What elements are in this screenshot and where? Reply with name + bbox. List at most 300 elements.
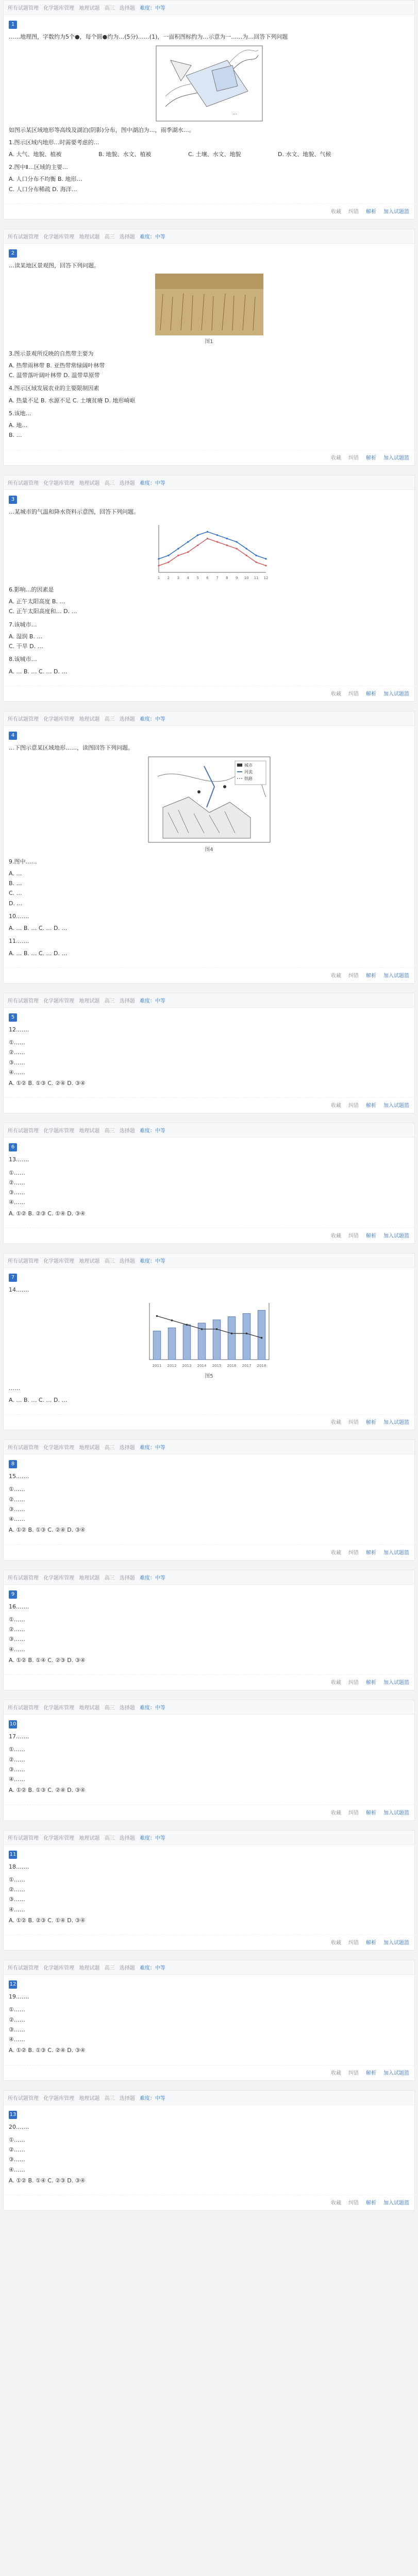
option[interactable]: B. 地貌、水文、植被 [98, 150, 152, 158]
statement: ④…… [9, 1646, 25, 1653]
legend-label: 铁路 [244, 776, 253, 781]
option[interactable]: A. ①② B. ①④ C. ②③ D. ③④ [9, 1656, 86, 1664]
options [9, 923, 409, 933]
statement: ①…… [9, 1169, 25, 1176]
meta-item[interactable]: 所有试题管理 [8, 234, 39, 240]
meta-item[interactable]: 难度：中等 [139, 2095, 165, 2102]
option[interactable]: A. … B. … C. … D. … [9, 925, 68, 931]
meta-item[interactable]: 高三 [104, 1965, 115, 1971]
correct-button[interactable]: 纠错 [348, 2070, 359, 2076]
meta-item[interactable]: 选择题 [119, 716, 135, 722]
data-point [187, 541, 189, 543]
question-number: 10 [9, 1720, 17, 1728]
tick-label: 4 [186, 575, 189, 580]
correct-button[interactable]: 纠错 [348, 1103, 359, 1109]
regional-map [147, 756, 271, 843]
analysis-button[interactable]: 解析 [366, 1680, 376, 1686]
option[interactable]: D. 水文、地貌、气候 [278, 150, 331, 158]
meta-bar [4, 1, 414, 15]
meta-item[interactable]: 选择题 [119, 1965, 135, 1971]
statement: ③…… [9, 1189, 25, 1196]
meta-item[interactable]: 难度：中等 [139, 1705, 165, 1711]
statement: ①…… [9, 2006, 25, 2013]
add-to-basket-button[interactable]: 加入试题篮 [383, 1550, 409, 1556]
meta-item[interactable]: 地理试题 [79, 6, 100, 11]
meta-item[interactable]: 地理试题 [79, 1258, 100, 1264]
data-point [158, 565, 159, 566]
sub-question: 9.图中…… [9, 858, 37, 865]
question-number: 2 [9, 249, 17, 258]
statement: ②…… [9, 1886, 25, 1893]
data-point [187, 551, 189, 553]
correct-button[interactable]: 纠错 [348, 2200, 359, 2206]
bar [153, 1331, 161, 1360]
options [9, 667, 409, 676]
correct-button[interactable]: 纠错 [348, 1420, 359, 1426]
correct-button[interactable]: 纠错 [348, 1550, 359, 1556]
legend-label: 河流 [244, 770, 253, 774]
sub-question: 7.该城市… [9, 621, 37, 628]
bar [228, 1317, 236, 1360]
statement: ③…… [9, 1636, 25, 1643]
meta-item[interactable]: 难度：中等 [139, 716, 165, 722]
question-card [3, 1570, 415, 1691]
question-paragraph: 如图示某区域地形等高线及湖泊(阴影)分布，图中湖泊为…，雨季湖水…。 [9, 127, 195, 134]
meta-item[interactable]: 地理试题 [79, 1835, 100, 1841]
meta-item[interactable]: 所有试题管理 [8, 998, 39, 1004]
meta-item[interactable]: 选择题 [119, 1258, 135, 1264]
option[interactable]: A. ①② B. ①④ C. ②③ D. ③④ [9, 2177, 86, 2184]
tick-label: 2015 [212, 1364, 221, 1368]
meta-item[interactable]: 选择题 [119, 1835, 135, 1841]
bar [213, 1320, 221, 1360]
meta-bar [4, 1253, 414, 1268]
data-point [265, 558, 266, 560]
sub-question: 10.…… [9, 912, 29, 920]
meta-item[interactable]: 化学题库管理 [43, 6, 75, 11]
question-card [3, 0, 415, 219]
meta-item[interactable]: 选择题 [119, 1705, 135, 1711]
option[interactable]: A. ①② B. ①③ C. ②④ D. ③④ [9, 2047, 86, 2054]
correct-button[interactable]: 纠错 [348, 1680, 359, 1686]
options [9, 1078, 409, 1088]
meta-bar [4, 1700, 414, 1715]
bar [243, 1314, 250, 1360]
data-point [255, 561, 257, 563]
figure [9, 520, 409, 582]
meta-item[interactable]: 地理试题 [79, 480, 100, 486]
tick-label: 2012 [167, 1364, 176, 1368]
correct-button[interactable]: 纠错 [348, 973, 359, 979]
tick-label: 9 [235, 575, 238, 580]
correct-button[interactable]: 纠错 [348, 209, 359, 215]
analysis-button[interactable]: 解析 [366, 1810, 376, 1816]
tick-label: 2017 [242, 1364, 251, 1368]
add-to-basket-button[interactable]: 加入试题篮 [383, 1940, 409, 1946]
meta-item[interactable]: 难度：中等 [139, 1128, 165, 1134]
question-number: 11 [9, 1851, 17, 1859]
option[interactable]: A. 热带雨林带 B. 亚热带常绿阔叶林带 [9, 362, 105, 369]
question-card [3, 1700, 415, 1821]
meta-item[interactable]: 选择题 [119, 2095, 135, 2102]
sub-question: 4.图示区域发展农业的主要限制因素 [9, 385, 99, 392]
meta-item[interactable]: 所有试题管理 [8, 1128, 39, 1134]
add-to-basket-button[interactable]: 加入试题篮 [383, 691, 409, 697]
question-number: 7 [9, 1274, 17, 1282]
meta-item[interactable]: 所有试题管理 [8, 716, 39, 722]
meta-item[interactable]: 地理试题 [79, 1965, 100, 1971]
collect-button[interactable]: 收藏 [331, 1680, 341, 1686]
meta-item[interactable]: 难度：中等 [139, 1445, 165, 1451]
option[interactable]: A. 地… [9, 422, 28, 429]
data-point [177, 554, 179, 556]
option[interactable]: A. ①② B. ①③ C. ②④ D. ③④ [9, 1787, 86, 1794]
tick-label: 2016 [227, 1364, 236, 1368]
meta-item[interactable]: 化学题库管理 [43, 2095, 75, 2102]
correct-button[interactable]: 纠错 [348, 691, 359, 697]
question-actions [4, 450, 414, 465]
option[interactable]: A. 大气、地貌、植被 [9, 150, 62, 158]
analysis-button[interactable]: 解析 [366, 1233, 376, 1239]
question-actions [4, 1228, 414, 1243]
meta-item[interactable]: 难度：中等 [139, 1258, 165, 1264]
statement: ④…… [9, 1516, 25, 1522]
data-point [226, 537, 227, 539]
correct-button[interactable]: 纠错 [348, 1233, 359, 1239]
meta-item[interactable]: 难度：中等 [139, 480, 165, 486]
meta-item[interactable]: 高三 [104, 998, 115, 1004]
question-card [3, 475, 415, 702]
meta-item[interactable]: 难度：中等 [139, 1835, 165, 1841]
statement-list [9, 1038, 409, 1077]
collect-button[interactable]: 收藏 [331, 2200, 341, 2206]
meta-item[interactable]: 所有试题管理 [8, 480, 39, 486]
collect-button[interactable]: 收藏 [331, 2070, 341, 2076]
meta-item[interactable]: 化学题库管理 [43, 480, 75, 486]
meta-item[interactable]: 所有试题管理 [8, 1705, 39, 1711]
meta-item[interactable]: 化学题库管理 [43, 1835, 75, 1841]
analysis-button[interactable]: 解析 [366, 691, 376, 697]
option[interactable]: A. ①② B. ①③ C. ②④ D. ③④ [9, 1080, 86, 1087]
tick-label: 2018 [257, 1364, 266, 1368]
data-point [265, 565, 266, 566]
analysis-button[interactable]: 解析 [366, 1940, 376, 1946]
question-number: 12 [9, 1980, 17, 1989]
option[interactable]: C. 正午太阳高度和… D. … [9, 608, 77, 615]
analysis-button[interactable]: 解析 [366, 1103, 376, 1109]
meta-item[interactable]: 选择题 [119, 6, 135, 11]
analysis-button[interactable]: 解析 [366, 2070, 376, 2076]
meta-item[interactable]: 选择题 [119, 1575, 135, 1581]
meta-item[interactable]: 所有试题管理 [8, 1445, 39, 1451]
meta-item[interactable]: 高三 [104, 1575, 115, 1581]
option[interactable]: B. … [9, 880, 22, 887]
statement-list [9, 1615, 409, 1654]
meta-item[interactable]: 难度：中等 [139, 998, 165, 1004]
options [9, 2045, 409, 2055]
statement: ④…… [9, 1199, 25, 1206]
add-to-basket-button[interactable]: 加入试题篮 [383, 1103, 409, 1109]
meta-item[interactable]: 化学题库管理 [43, 1575, 75, 1581]
question-actions [4, 1097, 414, 1113]
option[interactable]: C. … [9, 890, 22, 897]
statement-list [9, 1744, 409, 1784]
statement: ①…… [9, 2136, 25, 2143]
option[interactable]: C. 人口分布稀疏 D. 海洋… [9, 185, 77, 193]
sub-question: 3.图示景观所反映的自然带主要为 [9, 350, 94, 357]
meta-item[interactable]: 所有试题管理 [8, 1835, 39, 1841]
data-point [245, 548, 247, 549]
option[interactable]: D. … [9, 900, 23, 907]
meta-item[interactable]: 高三 [104, 480, 115, 486]
collect-button[interactable]: 收藏 [331, 691, 341, 697]
question-actions [4, 204, 414, 219]
add-to-basket-button[interactable]: 加入试题篮 [383, 1420, 409, 1426]
meta-item[interactable]: 地理试题 [79, 1705, 100, 1711]
statement: ④…… [9, 1906, 25, 1913]
analysis-button[interactable]: 解析 [366, 2200, 376, 2206]
data-point [226, 545, 227, 546]
data-point [245, 1332, 247, 1334]
meta-item[interactable]: 高三 [104, 1445, 115, 1451]
options [9, 174, 409, 194]
data-point [197, 534, 198, 536]
options [9, 869, 409, 908]
meta-bar [4, 229, 414, 244]
collect-button[interactable]: 收藏 [331, 1810, 341, 1816]
meta-bar [4, 1570, 414, 1585]
meta-bar [4, 1960, 414, 1975]
meta-item[interactable]: 化学题库管理 [43, 1965, 75, 1971]
meta-item[interactable]: 高三 [104, 2095, 115, 2102]
collect-button[interactable]: 收藏 [331, 209, 341, 215]
statement: ①…… [9, 1616, 25, 1623]
option[interactable]: A. 正午太阳高度 B. … [9, 598, 65, 605]
statement: ③…… [9, 2026, 25, 2033]
meta-item[interactable]: 选择题 [119, 234, 135, 240]
meta-item[interactable]: 所有试题管理 [8, 1258, 39, 1264]
question-paragraph: 12.…… [9, 1026, 29, 1033]
option[interactable]: A. … B. … C. … D. … [9, 1396, 68, 1403]
statement: ②…… [9, 1626, 25, 1633]
meta-item[interactable]: 化学题库管理 [43, 1445, 75, 1451]
meta-item[interactable]: 化学题库管理 [43, 234, 75, 240]
question-actions [4, 1414, 414, 1430]
correct-button[interactable]: 纠错 [348, 1810, 359, 1816]
question-number: 3 [9, 496, 17, 504]
tick-label: 2013 [182, 1364, 191, 1368]
meta-bar [4, 993, 414, 1008]
meta-item[interactable]: 选择题 [119, 480, 135, 486]
statement: ④…… [9, 2166, 25, 2173]
figure [9, 274, 409, 335]
map-figure [155, 45, 263, 122]
options [9, 361, 409, 381]
data-point [168, 561, 169, 563]
meta-item[interactable]: 所有试题管理 [8, 6, 39, 11]
meta-item[interactable]: 高三 [104, 1835, 115, 1841]
question-number: 1 [9, 21, 17, 29]
meta-item[interactable]: 选择题 [119, 998, 135, 1004]
meta-bar [4, 1440, 414, 1454]
add-to-basket-button[interactable]: 加入试题篮 [383, 455, 409, 461]
correct-button[interactable]: 纠错 [348, 455, 359, 461]
question-paragraph: 14.…… [9, 1286, 29, 1293]
options [9, 420, 409, 440]
options [9, 2176, 409, 2185]
meta-item[interactable]: 高三 [104, 1258, 115, 1264]
meta-item[interactable]: 化学题库管理 [43, 1258, 75, 1264]
analysis-button[interactable]: 解析 [366, 209, 376, 215]
question-number: 4 [9, 732, 17, 740]
question-paragraph: 17.…… [9, 1733, 29, 1740]
collect-button[interactable]: 收藏 [331, 1550, 341, 1556]
question-paragraph: 19.…… [9, 1993, 29, 2000]
question-paragraph: …某城市的气温和降水资料示意图，回答下列问题。 [9, 508, 139, 515]
question-paragraph: 16.…… [9, 1603, 29, 1610]
options [9, 632, 409, 652]
sub-question: 5.该地… [9, 410, 31, 417]
question-actions [4, 2065, 414, 2080]
meta-item[interactable]: 高三 [104, 6, 115, 11]
statement-list [9, 1875, 409, 1914]
meta-item[interactable]: 所有试题管理 [8, 1965, 39, 1971]
meta-item[interactable]: 地理试题 [79, 716, 100, 722]
option[interactable]: A. … B. … C. … D. … [9, 668, 68, 675]
data-point [216, 541, 218, 543]
add-to-basket-button[interactable]: 加入试题篮 [383, 1680, 409, 1686]
tick-label: 5 [196, 575, 199, 580]
data-point [206, 537, 208, 539]
statement-list [9, 2005, 409, 2044]
meta-item[interactable]: 地理试题 [79, 1128, 100, 1134]
analysis-button[interactable]: 解析 [366, 1420, 376, 1426]
meta-item[interactable]: 所有试题管理 [8, 2095, 39, 2102]
statement: ②…… [9, 1756, 25, 1763]
add-to-basket-button[interactable]: 加入试题篮 [383, 2070, 409, 2076]
data-point [197, 545, 198, 546]
meta-item[interactable]: 所有试题管理 [8, 1575, 39, 1581]
option[interactable]: A. … [9, 870, 22, 877]
option[interactable]: A. ①② B. ②③ C. ①④ D. ③④ [9, 1917, 86, 1924]
figure-caption: 图4 [205, 847, 213, 853]
add-to-basket-button[interactable]: 加入试题篮 [383, 973, 409, 979]
figure [9, 45, 409, 122]
options [9, 1655, 409, 1665]
data-point [186, 1324, 188, 1326]
option[interactable]: C. 土壤、水文、地貌 [188, 150, 241, 158]
meta-bar [4, 476, 414, 490]
statement-list [9, 1168, 409, 1208]
analysis-button[interactable]: 解析 [366, 1550, 376, 1556]
meta-item[interactable]: 地理试题 [79, 1445, 100, 1451]
legend-label: 城市 [244, 763, 253, 768]
tick-label: 2 [167, 575, 170, 580]
analysis-button[interactable]: 解析 [366, 455, 376, 461]
meta-item[interactable]: 地理试题 [79, 998, 100, 1004]
question-number: 5 [9, 1013, 17, 1022]
option[interactable]: A. 热量不足 B. 水源不足 C. 土壤贫瘠 D. 地形崎岖 [9, 397, 136, 404]
add-to-basket-button[interactable]: 加入试题篮 [383, 1810, 409, 1816]
collect-button[interactable]: 收藏 [331, 1103, 341, 1109]
options [9, 149, 409, 159]
question-actions [4, 686, 414, 701]
meta-item[interactable]: 高三 [104, 1128, 115, 1134]
meta-item[interactable]: 选择题 [119, 1128, 135, 1134]
meta-item[interactable]: 高三 [104, 716, 115, 722]
meta-item[interactable]: 化学题库管理 [43, 716, 75, 722]
meta-item[interactable]: 地理试题 [79, 2095, 100, 2102]
collect-button[interactable]: 收藏 [331, 973, 341, 979]
tick-label: 1 [157, 575, 160, 580]
meta-item[interactable]: 高三 [104, 234, 115, 240]
svg-text:…: … [232, 111, 237, 116]
meta-item[interactable]: 化学题库管理 [43, 1705, 75, 1711]
meta-item[interactable]: 化学题库管理 [43, 998, 75, 1004]
tick-label: 10 [244, 575, 249, 580]
question-stem: ……地理图，字数约为5个●，每个圆●约为…(5分)……(1)，一面积图标约为…示意为一……为…回答下列问题 [9, 33, 288, 40]
add-to-basket-button[interactable]: 加入试题篮 [383, 1233, 409, 1239]
meta-item[interactable]: 高三 [104, 1705, 115, 1711]
option[interactable]: C. 温带落叶阔叶林带 D. 温带草原带 [9, 372, 100, 379]
question-card [3, 993, 415, 1114]
meta-bar [4, 2091, 414, 2105]
data-point [200, 1328, 203, 1330]
collect-button[interactable]: 收藏 [331, 1940, 341, 1946]
collect-button[interactable]: 收藏 [331, 1420, 341, 1426]
meta-item[interactable]: 难度：中等 [139, 234, 165, 240]
statement-list [9, 1484, 409, 1524]
collect-button[interactable]: 收藏 [331, 1233, 341, 1239]
option[interactable]: A. … B. … C. … D. … [9, 950, 68, 957]
statement: ①…… [9, 1746, 25, 1753]
statement: ②…… [9, 2146, 25, 2153]
collect-button[interactable]: 收藏 [331, 455, 341, 461]
question-card [3, 711, 415, 984]
data-point [215, 1328, 218, 1330]
option[interactable]: A. ①② B. ①③ C. ②④ D. ③④ [9, 1527, 86, 1534]
option[interactable]: B. … [9, 432, 22, 439]
tick-label: 2011 [152, 1364, 161, 1368]
correct-button[interactable]: 纠错 [348, 1940, 359, 1946]
meta-item[interactable]: 难度：中等 [139, 6, 165, 11]
option[interactable]: A. 人口分布不均衡 B. 地形… [9, 176, 82, 183]
series-line [159, 538, 266, 566]
sub-question: …… [9, 1384, 20, 1392]
question-number: 13 [9, 2111, 17, 2119]
question-card [3, 1830, 415, 1951]
question-actions [4, 1545, 414, 1560]
meta-item[interactable]: 地理试题 [79, 234, 100, 240]
meta-item[interactable]: 难度：中等 [139, 1965, 165, 1971]
option[interactable]: C. 干旱 D. … [9, 643, 43, 650]
statement: ④…… [9, 2036, 25, 2043]
statement-list [9, 2135, 409, 2175]
meta-item[interactable]: 地理试题 [79, 1575, 100, 1581]
analysis-button[interactable]: 解析 [366, 973, 376, 979]
meta-item[interactable]: 选择题 [119, 1445, 135, 1451]
option[interactable]: A. ①② B. ②③ C. ①④ D. ③④ [9, 1210, 86, 1217]
meta-item[interactable]: 化学题库管理 [43, 1128, 75, 1134]
add-to-basket-button[interactable]: 加入试题篮 [383, 209, 409, 215]
meta-item[interactable]: 难度：中等 [139, 1575, 165, 1581]
figure-caption: 图5 [205, 1374, 213, 1379]
statement: ③…… [9, 1896, 25, 1903]
tick-label: 7 [215, 575, 219, 580]
data-point [230, 1332, 232, 1334]
option[interactable]: A. 湿润 B. … [9, 633, 43, 640]
add-to-basket-button[interactable]: 加入试题篮 [383, 2200, 409, 2206]
